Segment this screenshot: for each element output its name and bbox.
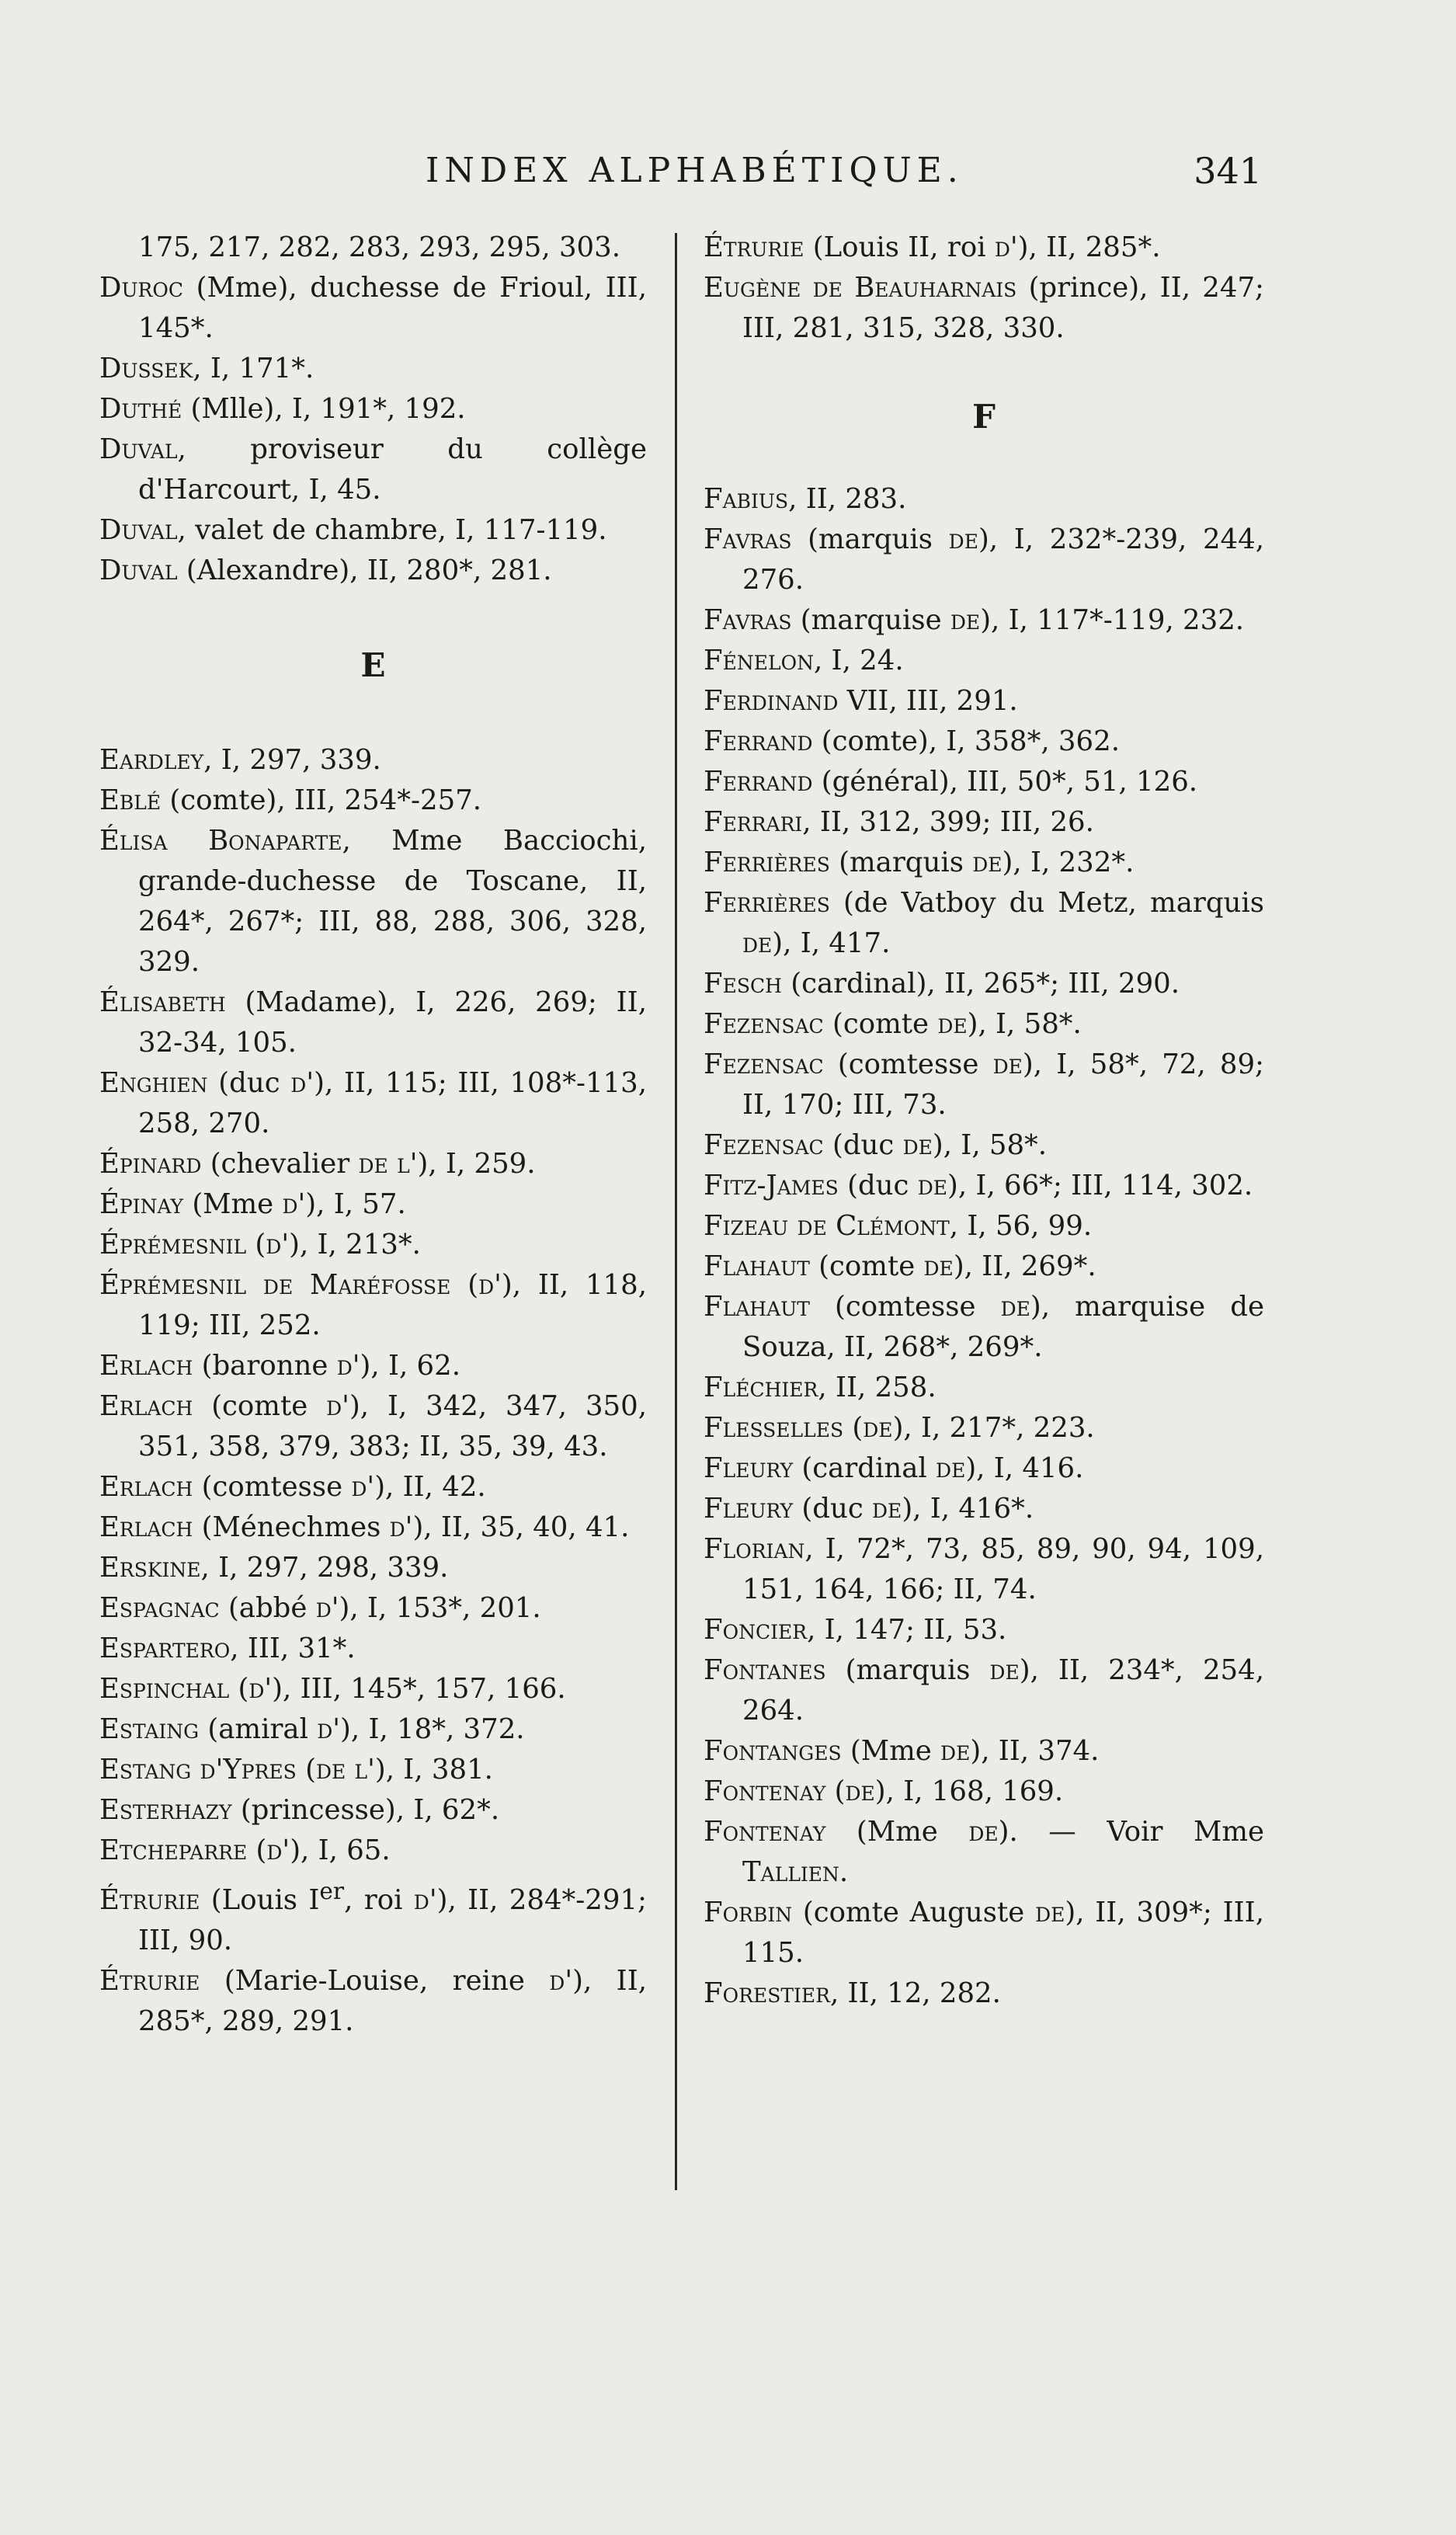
index-entry: Dussek, I, 171*. [99, 353, 314, 384]
index-entry: Duval, proviseur du collège d'Harcourt, I, 45. [99, 433, 647, 506]
index-entry: Fitz-James (duc de), I, 66*; III, 114, 302. [704, 1170, 1253, 1201]
index-entry: Erskine, I, 297, 298, 339. [99, 1552, 449, 1584]
index-entry: Ferrières (de Vatboy du Metz, marquis de), I, 417. [704, 887, 1264, 959]
column-divider [675, 233, 677, 2190]
index-entry: Flesselles (de), I, 217*, 223. [704, 1412, 1095, 1444]
index-entry: Fontenay (de), I, 168, 169. [704, 1775, 1064, 1807]
section-letter-e: E [360, 646, 386, 684]
left-column [99, 228, 647, 2042]
section-letter-f: F [972, 398, 996, 436]
index-entry: Épinard (chevalier de l'), I, 259. [99, 1148, 536, 1180]
index-entry: Ferrand (général), III, 50*, 51, 126. [704, 766, 1198, 798]
index-entry: Élisa Bonaparte, Mme Bacciochi, grande-duchesse de Toscane, II, 264*, 267*; III, 88, 288, 306, 328, 329. [99, 825, 647, 978]
index-entry: Fezensac (comte de), I, 58*. [704, 1008, 1082, 1040]
index-entry: Estaing (amiral d'), I, 18*, 372. [99, 1713, 525, 1745]
index-entry: Fezensac (comtesse de), I, 58*, 72, 89; II, 170; III, 73. [704, 1048, 1264, 1121]
index-entry: Fleury (duc de), I, 416*. [704, 1493, 1034, 1525]
index-entry: Espinchal (d'), III, 145*, 157, 166. [99, 1673, 566, 1705]
index-entry: Fontenay (Mme de). — Voir Mme Tallien. [704, 1816, 1264, 1888]
index-entry: Florian, I, 72*, 73, 85, 89, 90, 94, 109, 151, 164, 166; II, 74. [704, 1533, 1264, 1605]
index-entry: Épréмesnil de Maréfosse (d'), II, 118, 119; III, 252. [99, 1269, 647, 1341]
index-entry: Ferrari, II, 312, 399; III, 26. [704, 806, 1094, 838]
index-entry: Étrurie (Louis Ier, roi d'), II, 284*-291; III, 90. [99, 1878, 647, 1956]
index-entry: Fesch (cardinal), II, 265*; III, 290. [704, 968, 1180, 1000]
index-entry: Erlach (comtesse d'), II, 42. [99, 1471, 486, 1503]
index-entry: Ferdinand VII, III, 291. [704, 685, 1018, 717]
running-title: INDEX ALPHABÉTIQUE. [426, 151, 964, 190]
index-entry: Étrurie (Louis II, roi d'), II, 285*. [704, 231, 1161, 263]
index-entry: Enghien (duc d'), II, 115; III, 108*-113, 258, 270. [99, 1067, 647, 1139]
index-entry: Flahaut (comte de), II, 269*. [704, 1250, 1096, 1282]
index-entry: Esterhazy (princesse), I, 62*. [99, 1794, 500, 1826]
index-entry: Erlach (comte d'), I, 342, 347, 350, 351, 358, 379, 383; II, 35, 39, 43. [99, 1390, 647, 1462]
index-entry: Estang d'Ypres (de l'), I, 381. [99, 1754, 493, 1786]
index-entry: Espagnac (abbé d'), I, 153*, 201. [99, 1592, 541, 1624]
index-entry: Épinay (Mme d'), I, 57. [99, 1188, 406, 1220]
page-header [0, 148, 1456, 194]
index-entry: Favras (marquise de), I, 117*-119, 232. [704, 604, 1245, 636]
index-entry: Fezensac (duc de), I, 58*. [704, 1129, 1048, 1161]
index-entry: Épréмesnil (d'), I, 213*. [99, 1229, 421, 1261]
index-entry: Fontanes (marquis de), II, 234*, 254, 264. [704, 1654, 1264, 1727]
right-column [704, 228, 1264, 2014]
index-entry: Duval, valet de chambre, I, 117-119. [99, 514, 607, 546]
index-entry: Etcheparre (d'), I, 65. [99, 1834, 391, 1866]
index-entry: Ferrand (comte), I, 358*, 362. [704, 725, 1120, 757]
index-entry: Espartero, III, 31*. [99, 1633, 356, 1664]
index-entry: Étrurie (Marie-Louise, reine d'), II, 285*, 289, 291. [99, 1964, 647, 2037]
index-entry: Fizeau de Clémont, I, 56, 99. [704, 1210, 1093, 1242]
index-entry: Erlach (Ménechmes d'), II, 35, 40, 41. [99, 1511, 630, 1543]
index-entry: Fabius, II, 283. [704, 483, 907, 515]
index-entry: Duroc (Mme), duchesse de Frioul, III, 145*. [99, 272, 647, 344]
index-entry: Duthé (Mlle), I, 191*, 192. [99, 393, 466, 425]
index-entry: Fleury (cardinal de), I, 416. [704, 1452, 1084, 1484]
index-entry: Élisabeth (Madame), I, 226, 269; II, 32-34, 105. [99, 986, 647, 1059]
index-entry: Eardley, I, 297, 339. [99, 744, 381, 776]
index-entry: 175, 217, 282, 283, 293, 295, 303. [138, 231, 621, 263]
index-entry: Fléchier, II, 258. [704, 1372, 936, 1403]
index-entry: Ferrières (marquis de), I, 232*. [704, 847, 1135, 878]
index-entry: Fénelon, I, 24. [704, 645, 904, 676]
index-entry: Eblé (comte), III, 254*-257. [99, 784, 482, 816]
index-entry: Erlach (baronne d'), I, 62. [99, 1350, 460, 1382]
index-entry: Foncier, I, 147; II, 53. [704, 1614, 1007, 1646]
index-entry: Duval (Alexandre), II, 280*, 281. [99, 555, 552, 586]
page-number: 341 [1194, 150, 1262, 192]
index-entry: Fontanges (Mme de), II, 374. [704, 1735, 1100, 1767]
index-entry: Forestier, II, 12, 282. [704, 1977, 1001, 2009]
index-entry: Favras (marquis de), I, 232*-239, 244, 276. [704, 523, 1264, 596]
index-entry: Forbin (comte Auguste de), II, 309*; III, 115. [704, 1897, 1264, 1969]
index-entry: Flahaut (comtesse de), marquise de Souza, II, 268*, 269*. [704, 1291, 1264, 1363]
index-entry: Eugène de Beauharnais (prince), II, 247; III, 281, 315, 328, 330. [704, 272, 1264, 344]
